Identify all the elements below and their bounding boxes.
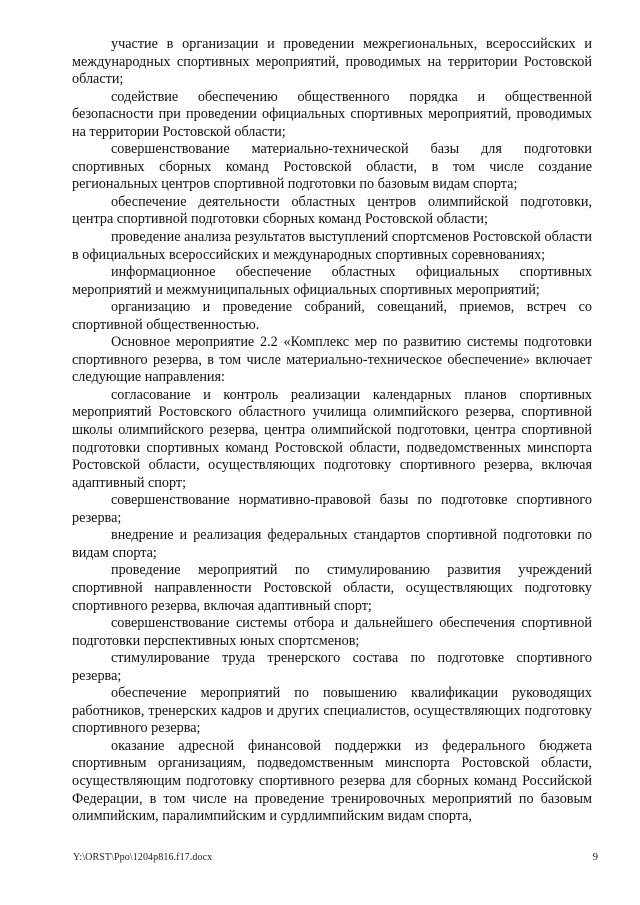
paragraph-4: обеспечение деятельности областных центров олимпийской подготовки, центра спортивной подготовки сборных команд Ростовской области; — [72, 193, 592, 228]
paragraph-7: организацию и проведение собраний, совещаний, приемов, встреч со спортивной общественностью. — [72, 299, 592, 333]
paragraph-12: проведение мероприятий по стимулированию развития учреждений спортивной направленности Ростовской области, осуществляющих подготовку спортивного резерва, включая адаптивный спорт; — [72, 562, 592, 614]
footer-file-path: Y:\ORST\Ppo\1204p816.f17.docx — [73, 852, 213, 863]
paragraph-5: проведение анализа результатов выступлений спортсменов Ростовской области в официальных всероссийских и международных спортивных соревнованиях; — [72, 229, 592, 263]
paragraph-3: совершенствование материально-технической базы для подготовки спортивных сборных команд Ростовской области, в том числе создание региональных центров спортивной подготовки по базовым видам спорта; — [72, 141, 592, 193]
paragraph-1: участие в организации и проведении межрегиональных, всероссийских и международных спортивных мероприятий, проводимых на территории Ростовской области; — [72, 36, 592, 88]
paragraph-13: совершенствование системы отбора и дальнейшего обеспечения спортивной подготовки перспективных юных спортсменов; — [72, 615, 592, 649]
paragraph-11: внедрение и реализация федеральных стандартов спортивной подготовки по видам спорта; — [72, 527, 592, 561]
paragraph-16: оказание адресной финансовой поддержки из федерального бюджета спортивным организациям, подведомственным минспорта Ростовской области, осуществляющим подготовку спортивного резерва для сборных команд Российской Федерации, в том числе на проведение тренировочных мероприятий по базовым олимпийским, паралимпийским и сурдлимпийским видам спорта, — [72, 737, 592, 825]
paragraph-2: содействие обеспечению общественного порядка и общественной безопасности при проведении официальных спортивных мероприятий, проводимых на территории Ростовской области; — [72, 88, 592, 140]
paragraph-10: совершенствование нормативно-правовой базы по подготовке спортивного резерва; — [72, 492, 592, 526]
paragraph-14: стимулирование труда тренерского состава по подготовке спортивного резерва; — [72, 650, 592, 684]
paragraph-6: информационное обеспечение областных официальных спортивных мероприятий и межмуниципальных официальных спортивных мероприятий; — [72, 264, 592, 298]
page-number: 9 — [592, 851, 598, 863]
paragraph-8: Основное мероприятие 2.2 «Комплекс мер по развитию системы подготовки спортивного резерва, в том числе материально-техническое обеспечение» включает следующие направления: — [72, 334, 592, 386]
document-body — [72, 36, 592, 826]
paragraph-9: согласование и контроль реализации календарных планов спортивных мероприятий Ростовского областного училища олимпийского резерва, спортивной школы олимпийского резерва, центра олимпийской подготовки, центра спортивной подготовки спортивных команд Ростовской области, подведомственных минспорта Ростовской области, осуществляющих подготовку спортивного резерва, включая адаптивный спорт; — [72, 386, 592, 491]
paragraph-15: обеспечение мероприятий по повышению квалификации руководящих работников, тренерских кадров и других специалистов, осуществляющих подготовку спортивного резерва; — [72, 685, 592, 737]
